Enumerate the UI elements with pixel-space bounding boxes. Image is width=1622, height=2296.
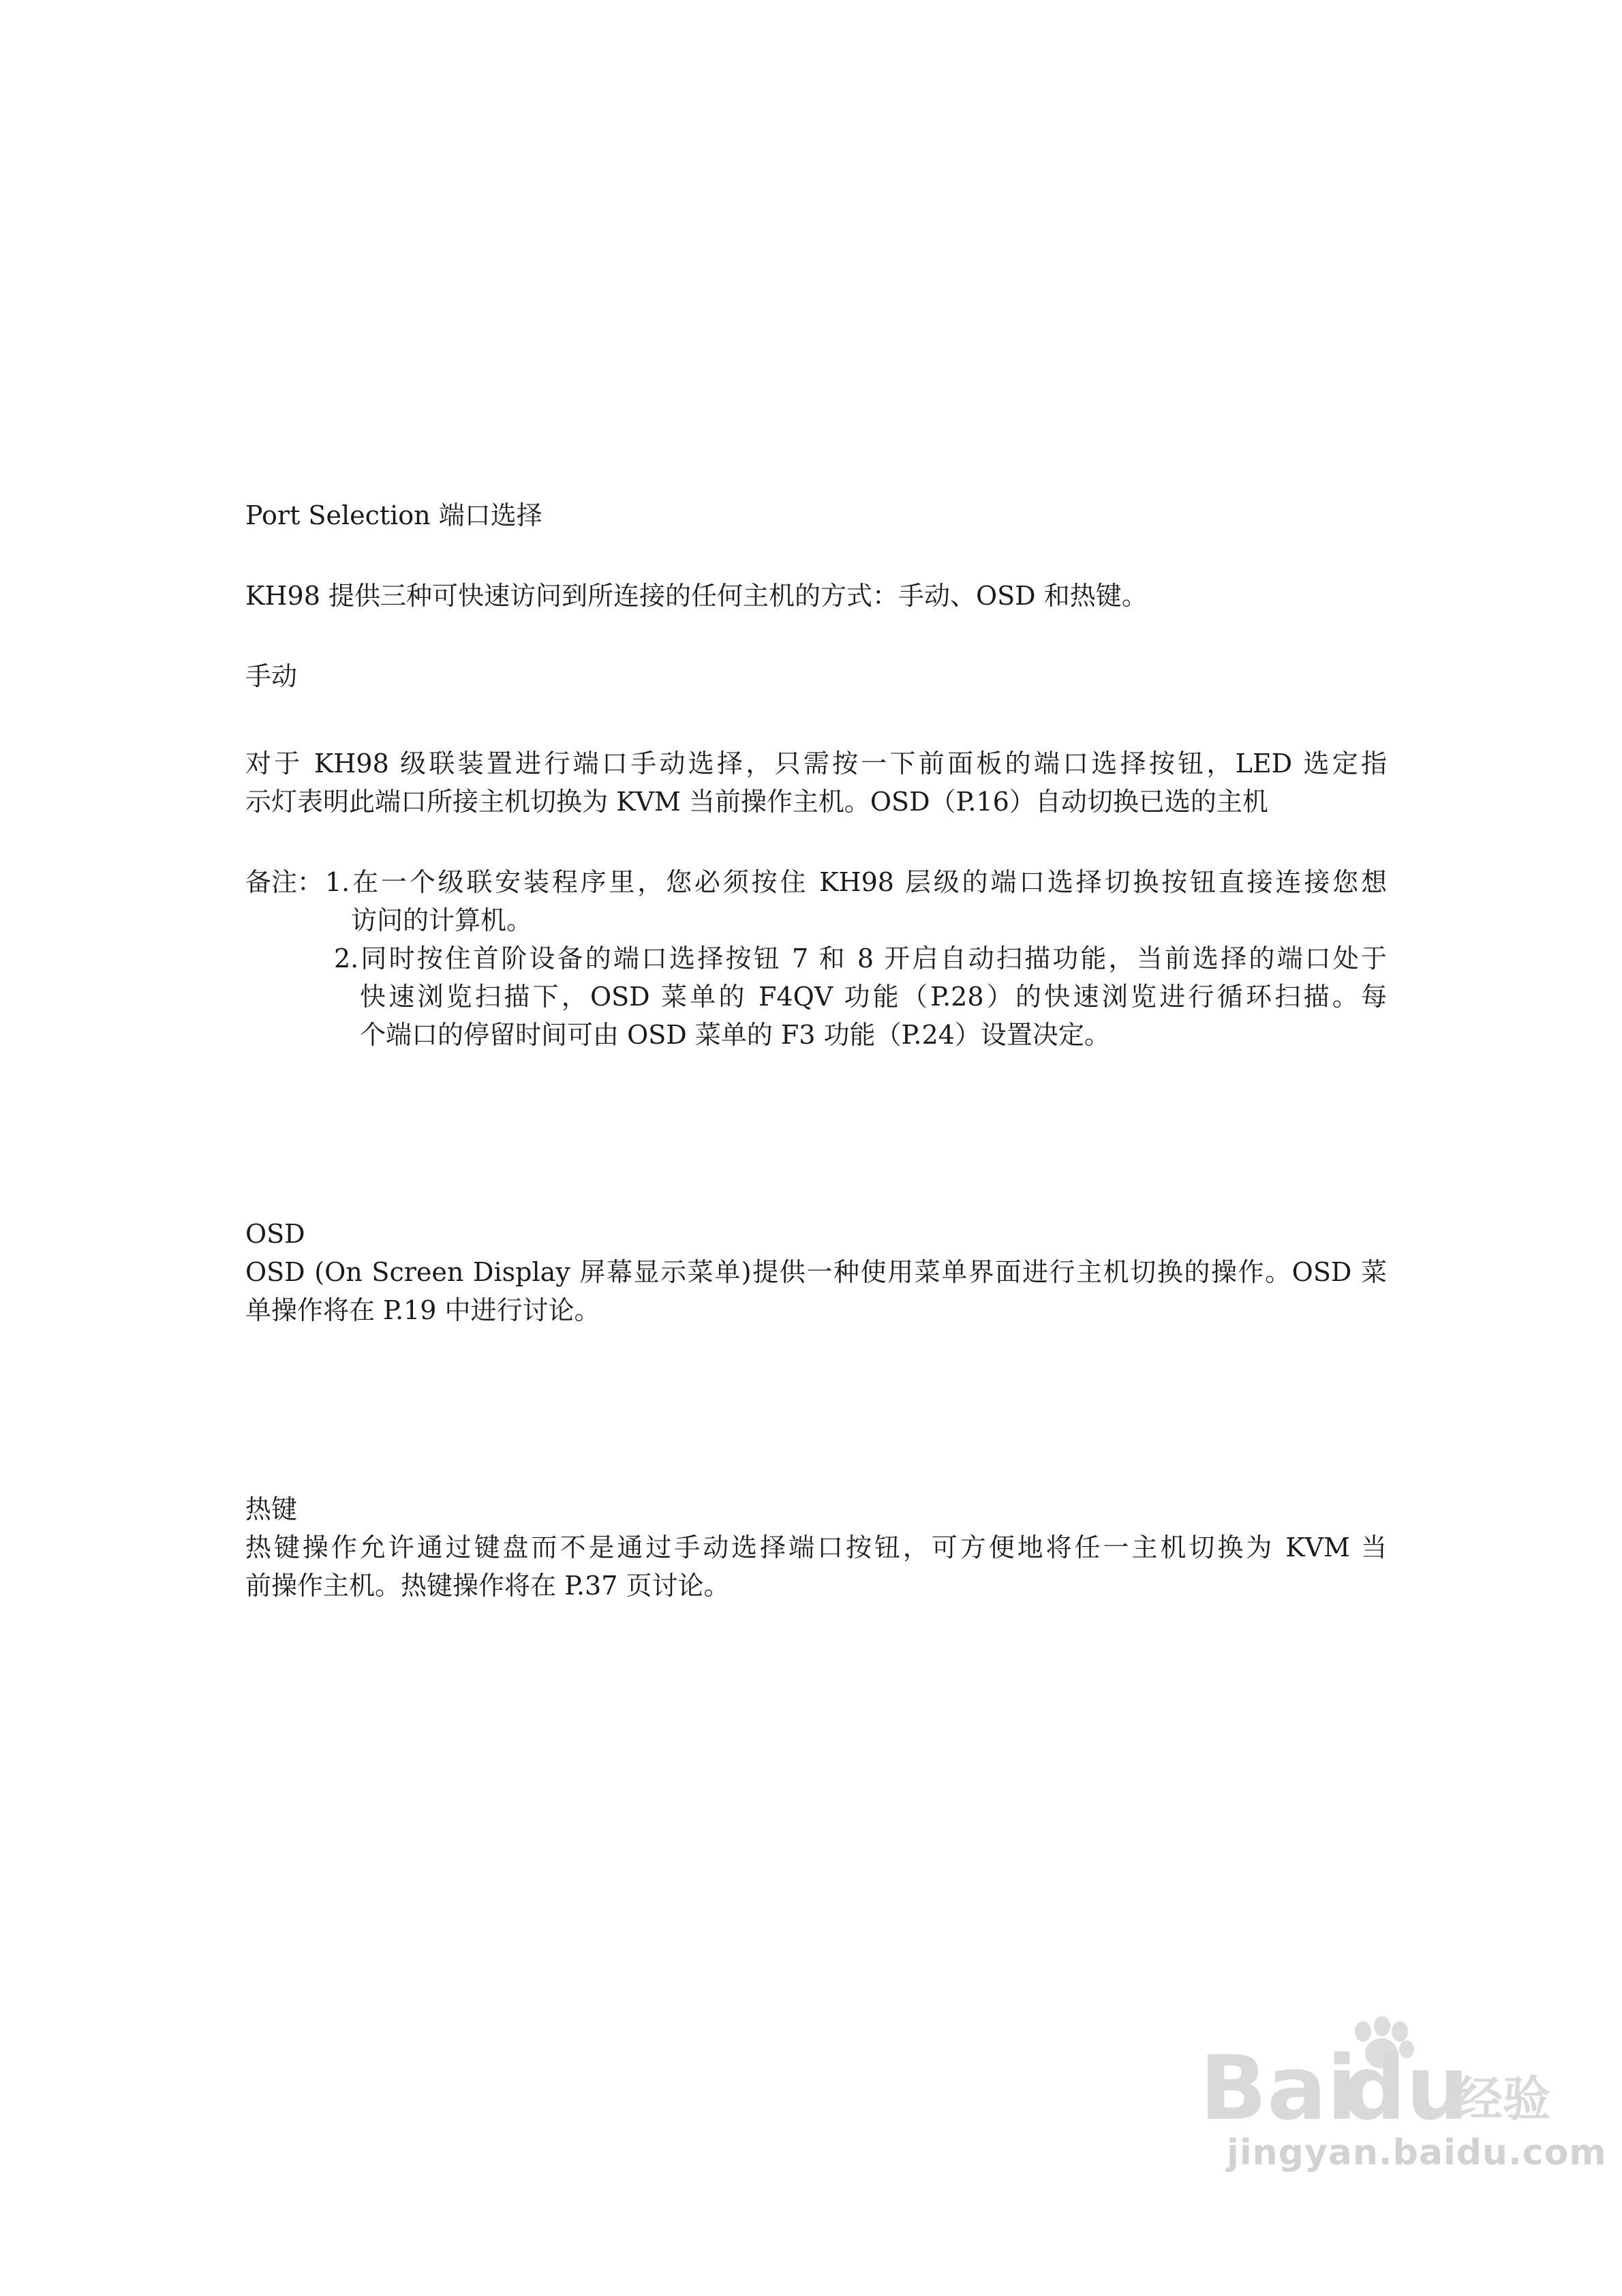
hotkey-title: 热键 — [245, 1494, 298, 1524]
note-1-line-1: 1.在一个级联安装程序里，您必须按住 KH98 层级的端口选择切换按钮直接连接您想 — [325, 867, 1387, 897]
manual-title: 手动 — [245, 661, 298, 691]
hotkey-paragraph — [245, 1528, 1387, 1605]
note-item-1 — [325, 863, 1387, 939]
intro-paragraph: KH98 提供三种可快速访问到所连接的任何主机的方式：手动、OSD 和热键。 — [245, 581, 1148, 611]
baidu-jingyan-logo-icon — [1199, 2016, 1554, 2132]
osd-line-1: OSD (On Screen Display 屏幕显示菜单)提供一种使用菜单界面进行主机切换的操作。OSD 菜 — [245, 1257, 1387, 1287]
manual-line-2: 示灯表明此端口所接主机切换为 KVM 当前操作主机。OSD（P.16）自动切换已选的主机 — [245, 787, 1268, 817]
section-heading: Port Selection 端口选择 — [245, 500, 542, 530]
notes-label: 备注： — [245, 867, 324, 897]
note-item-2 — [334, 939, 1387, 1054]
osd-paragraph — [245, 1253, 1387, 1329]
note-2-line-3: 个端口的停留时间可由 OSD 菜单的 F3 功能（P.24）设置决定。 — [360, 1020, 1110, 1050]
hotkey-line-1: 热键操作允许通过键盘而不是通过手动选择端口按钮，可方便地将任一主机切换为 KVM 当 — [245, 1532, 1387, 1562]
note-2-line-2: 快速浏览扫描下，OSD 菜单的 F4QV 功能（P.28）的快速浏览进行循环扫描。每 — [360, 982, 1387, 1012]
manual-line-1: 对于 KH98 级联装置进行端口手动选择，只需按一下前面板的端口选择按钮，LED 选定指 — [245, 749, 1387, 779]
baidu-jingyan-watermark — [1199, 2016, 1607, 2187]
osd-line-2: 单操作将在 P.19 中进行讨论。 — [245, 1295, 600, 1325]
watermark-brand-text: Bai — [1199, 2036, 1358, 2132]
osd-title: OSD — [245, 1219, 305, 1249]
note-2-line-1: 2.同时按住首阶设备的端口选择按钮 7 和 8 开启自动扫描功能，当前选择的端口处于 — [334, 943, 1387, 973]
hotkey-line-2: 前操作主机。热键操作将在 P.37 页讨论。 — [245, 1571, 730, 1601]
notes-block — [245, 863, 1387, 1054]
svg-text:经验: 经验 — [1455, 2071, 1550, 2127]
document-content — [245, 496, 1387, 1605]
manual-paragraph — [245, 744, 1387, 821]
note-1-line-2: 访问的计算机。 — [351, 905, 533, 935]
watermark-url: jingyan.baidu.com — [1227, 2132, 1607, 2173]
svg-text:du: du — [1343, 2036, 1469, 2132]
